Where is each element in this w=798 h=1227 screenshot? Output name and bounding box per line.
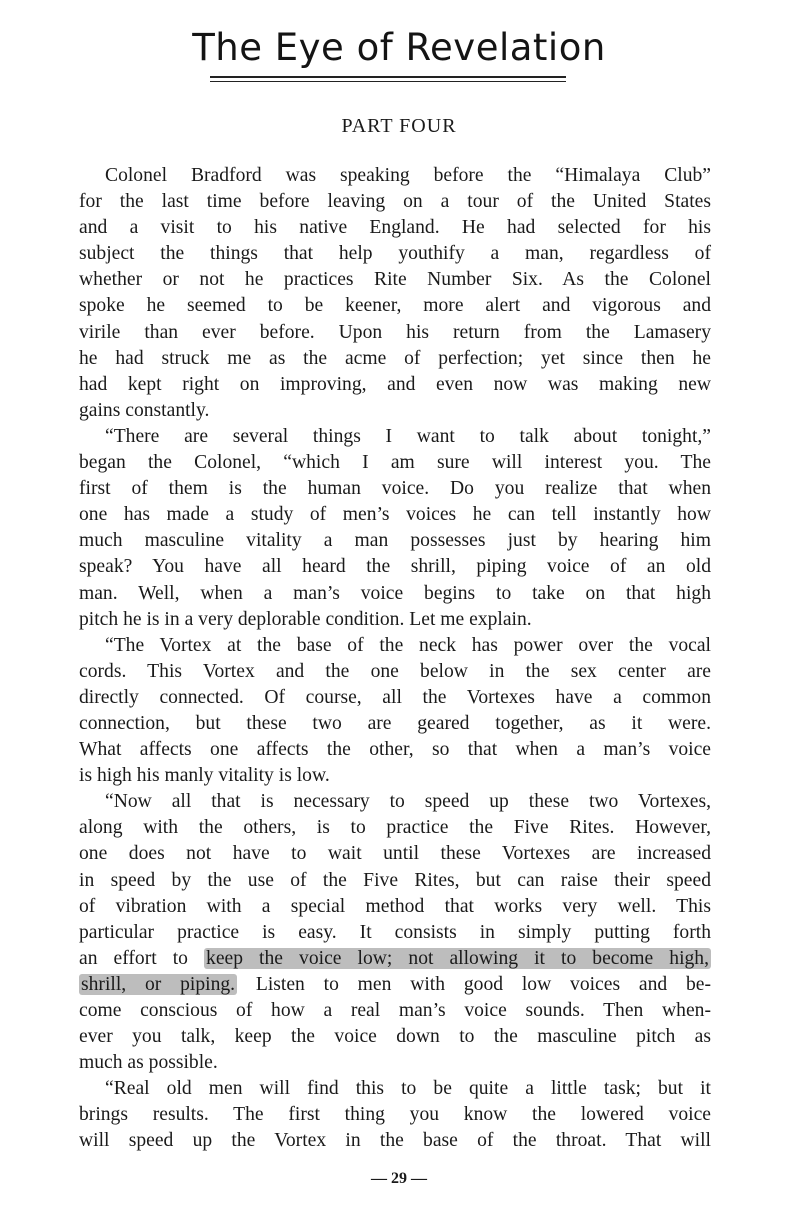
text-line: virile than ever before. Upon his return from the Lamasery	[79, 321, 711, 343]
page-title: The Eye of Revelation	[192, 26, 606, 69]
text-line: along with the others, is to practice the Five Rites. However,	[79, 817, 711, 839]
text-line	[79, 946, 711, 972]
text-line: speak? You have all heard the shrill, piping voice of an old	[79, 556, 711, 578]
paragraph-5	[79, 1076, 711, 1154]
text-line: “There are several things I want to talk about tonight,”	[105, 425, 711, 447]
text-line: much masculine vitality a man possesses just by hearing him	[79, 530, 711, 552]
text-line: What affects one affects the other, so that when a man’s voice	[79, 739, 711, 761]
text-line: “Real old men will find this to be quite a little task; but it	[105, 1078, 711, 1100]
text-line: Colonel Bradford was speaking before the “Himalaya Club”	[105, 165, 711, 186]
text-line: cords. This Vortex and the one below in the sex center are	[79, 660, 711, 682]
text-line: man. Well, when a man’s voice begins to take on that high	[79, 582, 711, 604]
text-line: in speed by the use of the Five Rites, but can raise their speed	[79, 869, 711, 891]
text-line: subject the things that help youthify a man, regardless of	[79, 243, 711, 265]
paragraph-1	[79, 163, 711, 424]
text-line: “The Vortex at the base of the neck has power over the vocal	[105, 634, 711, 656]
text-line: much as possible.	[79, 1052, 218, 1074]
text-line: pitch he is in a very deplorable condition. Let me explain.	[79, 608, 532, 630]
text-line: one has made a study of men’s voices he can tell instantly how	[79, 504, 711, 526]
section-heading: PART FOUR	[341, 115, 457, 137]
text-line: first of them is the human voice. Do you realize that when	[79, 478, 711, 500]
text-line: ever you talk, keep the voice down to the masculine pitch as	[79, 1026, 711, 1048]
text-line: for the last time before leaving on a tour of the United States	[79, 191, 711, 213]
text-line: whether or not he practices Rite Number Six. As the Colonel	[79, 269, 711, 291]
paragraph-4	[79, 789, 711, 1076]
title-rule-top	[210, 76, 566, 78]
text-line: spoke he seemed to be keener, more alert and vigorous and	[79, 295, 711, 317]
text-line: gains constantly.	[79, 399, 210, 421]
text-line: began the Colonel, “which I am sure will interest you. The	[79, 452, 711, 474]
text-line	[79, 972, 711, 998]
text-line: connection, but these two are geared together, as it were.	[79, 712, 711, 734]
text-line: directly connected. Of course, all the Vortexes have a common	[79, 686, 711, 708]
title-rule-bottom	[210, 81, 566, 82]
highlighted-text: shrill, or piping.	[81, 973, 236, 995]
text-segment: Listen to men with good low voices and be-	[237, 973, 711, 995]
text-line: one does not have to wait until these Vortexes are increased	[79, 843, 711, 865]
text-line: is high his manly vitality is low.	[79, 765, 330, 787]
text-line: and a visit to his native England. He had selected for his	[79, 217, 711, 239]
page-number: — 29 —	[371, 1170, 427, 1187]
text-line: brings results. The first thing you know the lowered voice	[79, 1104, 711, 1126]
text-line: particular practice is easy. It consists in simply putting forth	[79, 921, 711, 943]
text-line: come conscious of how a real man’s voice sounds. Then when-	[79, 1000, 711, 1021]
text-segment: an effort to	[79, 947, 205, 969]
text-line: will speed up the Vortex in the base of the throat. That will	[79, 1130, 711, 1152]
highlighted-text: keep the voice low; not allowing it to become high,	[206, 947, 709, 969]
text-line: of vibration with a special method that works very well. This	[79, 895, 711, 917]
paragraph-2	[79, 424, 711, 633]
text-line: he had struck me as the acme of perfection; yet since then he	[79, 347, 711, 369]
body-text	[79, 163, 711, 1155]
text-line: had kept right on improving, and even now was making new	[79, 373, 711, 395]
text-line: “Now all that is necessary to speed up these two Vortexes,	[105, 791, 711, 813]
paragraph-3	[79, 633, 711, 790]
